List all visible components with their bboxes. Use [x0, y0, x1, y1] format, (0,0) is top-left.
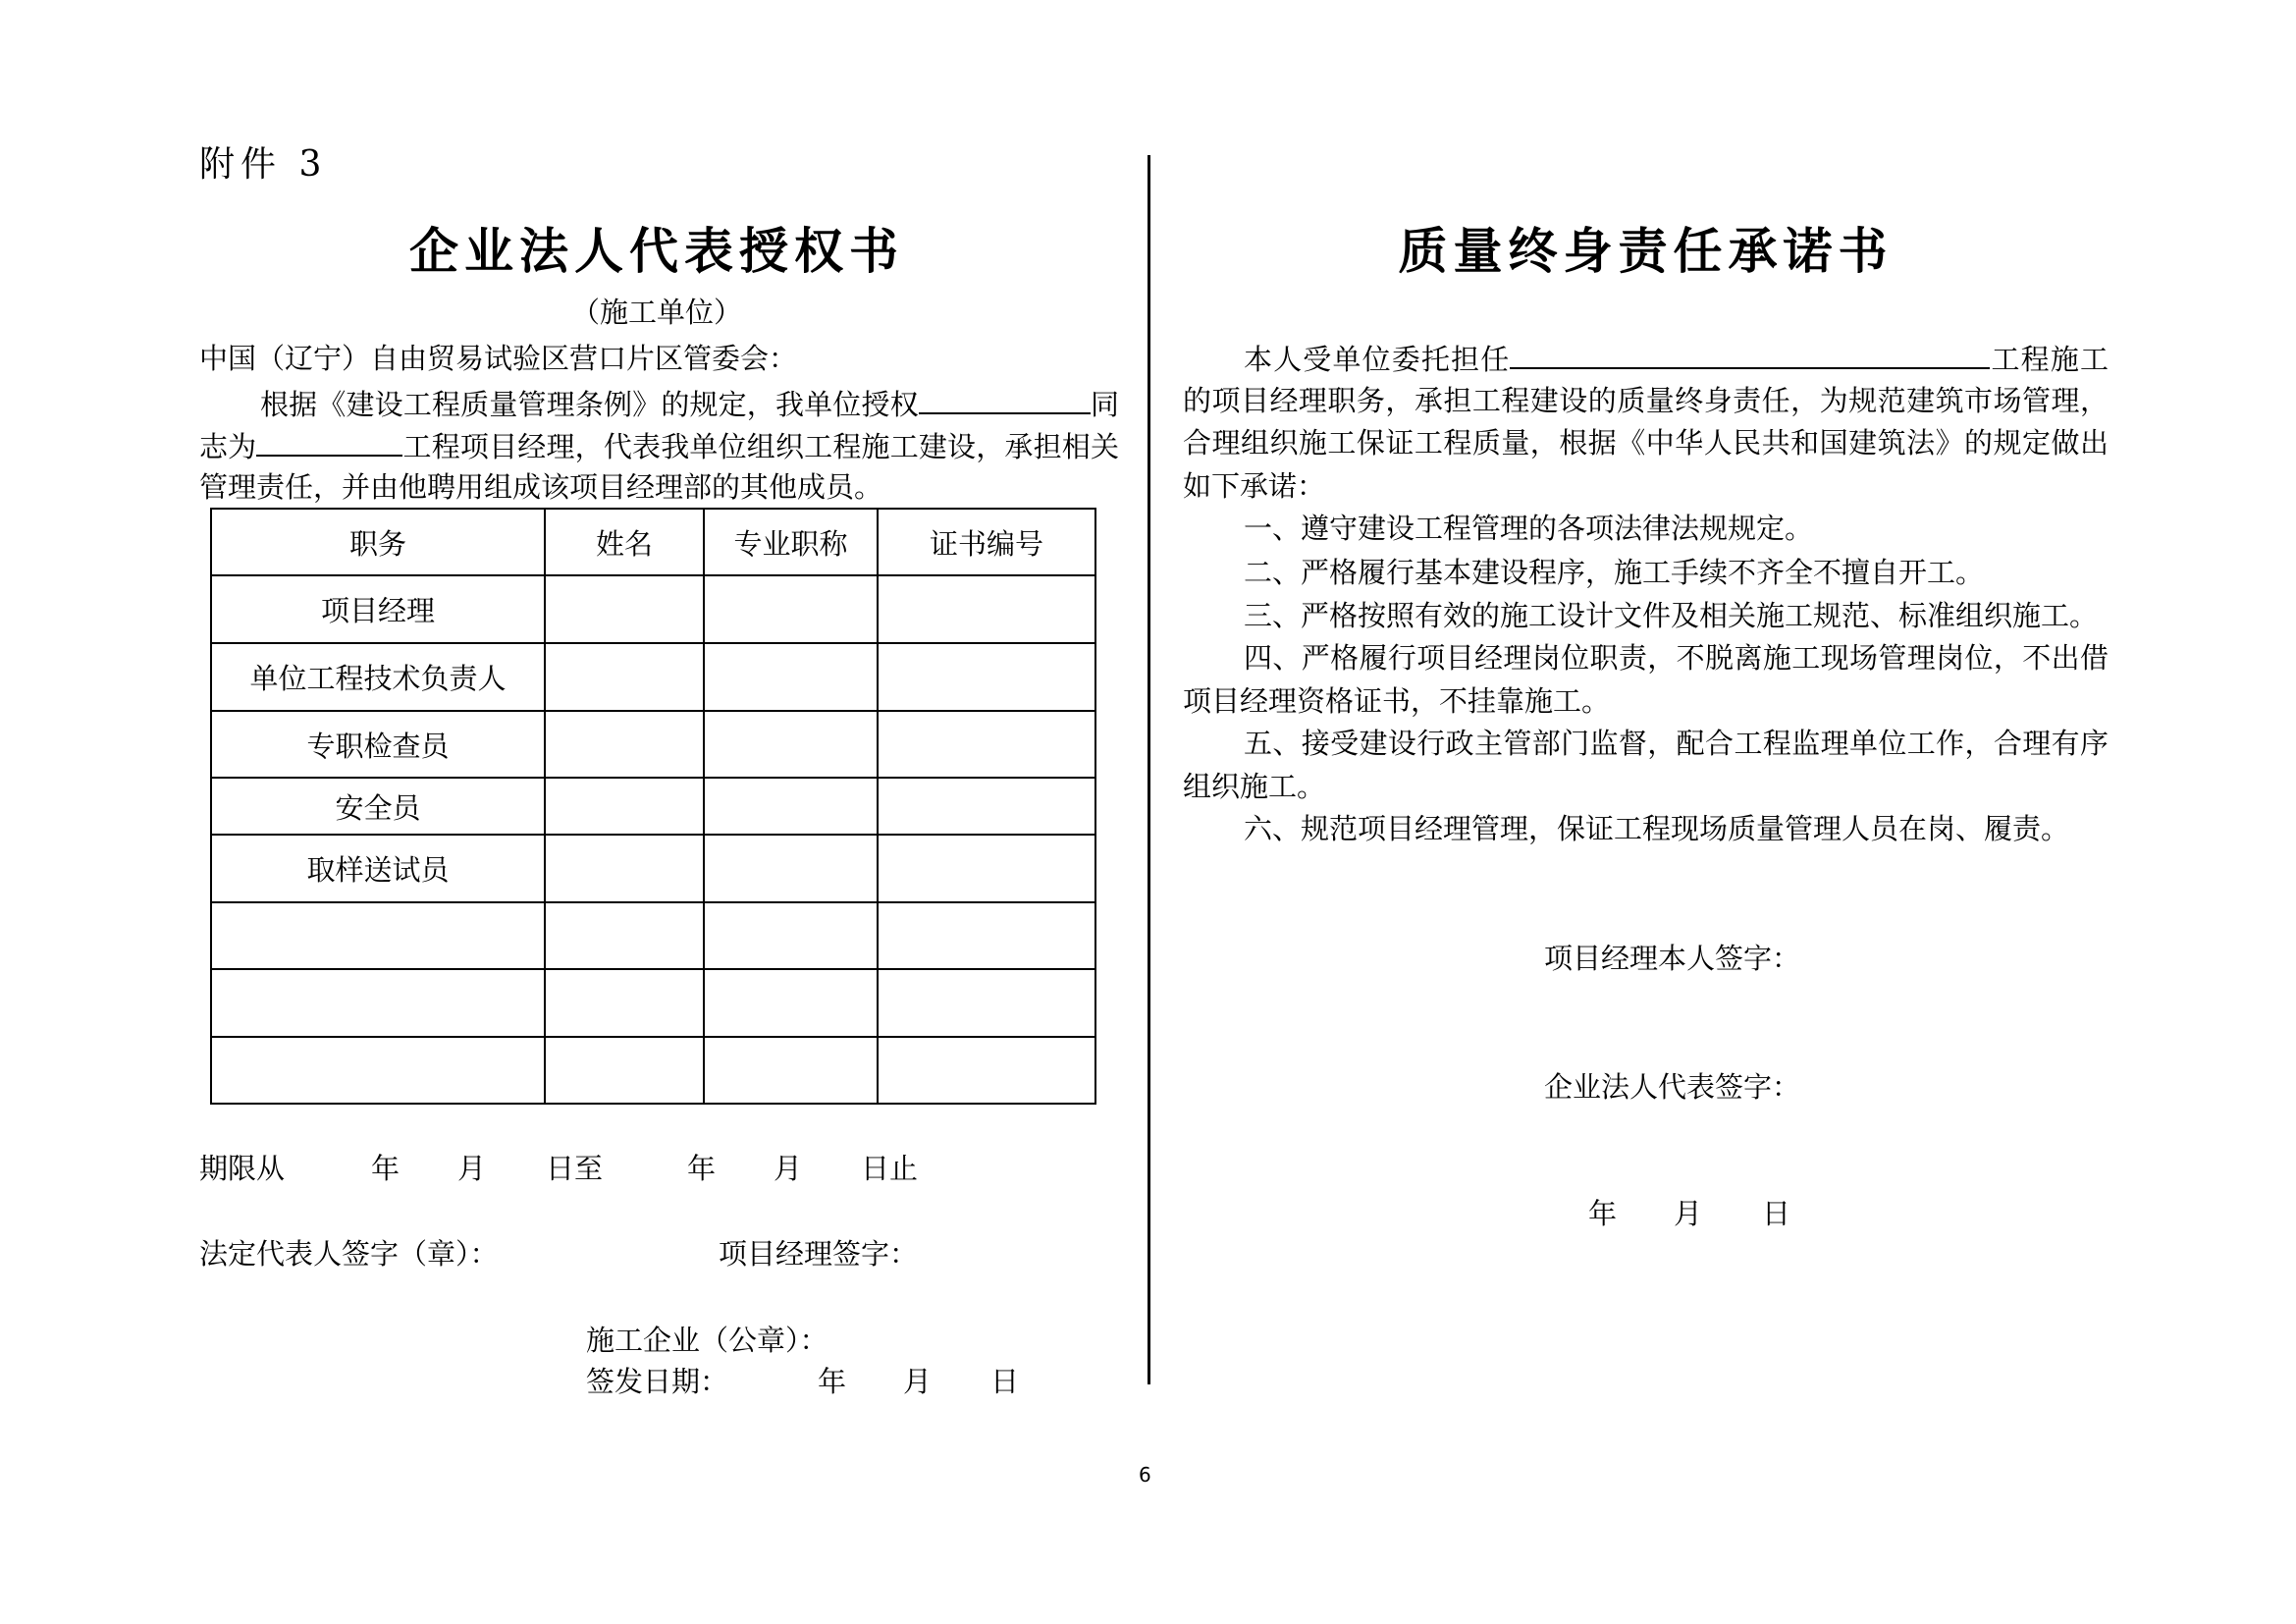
right-document-title: 质量终身责任承诺书 [1398, 222, 1894, 280]
commitment-line-3: 合理组织施工保证工程质量，根据《中华人民共和国建筑法》的规定做出 [1183, 426, 2109, 460]
commitment-line-4: 如下承诺： [1183, 469, 1326, 503]
header-name: 姓名 [545, 509, 704, 575]
commitment-item-4-line-1: 四、严格履行项目经理岗位职责，不脱离施工现场管理岗位，不出借 [1244, 641, 2109, 675]
cell-position: 项目经理 [211, 575, 545, 643]
table-row [211, 643, 1095, 711]
cell-certificate[interactable] [878, 902, 1095, 969]
cell-title[interactable] [704, 711, 878, 778]
cell-certificate[interactable] [878, 711, 1095, 778]
page-divider [1148, 155, 1150, 1384]
cell-title[interactable] [704, 778, 878, 835]
authorization-text-c: 志为 [199, 430, 257, 463]
legal-rep-signature-label-right: 企业法人代表签字： [1544, 1070, 1801, 1104]
commitment-line-1 [1183, 338, 2109, 377]
cell-name[interactable] [545, 969, 704, 1037]
legal-rep-signature-label: 法定代表人签字（章）： [199, 1237, 499, 1271]
cell-name[interactable] [545, 1037, 704, 1104]
cell-title[interactable] [704, 1037, 878, 1104]
pm-self-signature-label: 项目经理本人签字： [1544, 942, 1801, 975]
issue-date-label: 签发日期： [586, 1365, 729, 1398]
table-row [211, 575, 1095, 643]
issue-month-label: 月 [903, 1365, 933, 1398]
table-row [211, 835, 1095, 902]
pm-signature-label: 项目经理签字： [719, 1237, 919, 1271]
issue-year-label: 年 [818, 1365, 847, 1398]
authorization-text-b: 同 [1090, 388, 1119, 421]
cell-name[interactable] [545, 711, 704, 778]
cell-position[interactable] [211, 969, 545, 1037]
cell-title[interactable] [704, 835, 878, 902]
issue-day-label: 日 [990, 1365, 1020, 1398]
commitment-item-3: 三、严格按照有效的施工设计文件及相关施工规范、标准组织施工。 [1244, 599, 2099, 632]
left-document-subtitle: （施工单位） [570, 296, 742, 329]
cell-position[interactable] [211, 1037, 545, 1104]
period-start-year-label: 年 [371, 1152, 400, 1185]
project-name-blank[interactable] [1510, 338, 1990, 369]
table-row [211, 711, 1095, 778]
table-header-row [211, 509, 1095, 575]
cell-title[interactable] [704, 902, 878, 969]
cell-title[interactable] [704, 575, 878, 643]
left-document-title: 企业法人代表授权书 [409, 222, 904, 280]
cell-name[interactable] [545, 575, 704, 643]
cell-position: 取样送试员 [211, 835, 545, 902]
commitment-text-b: 工程施工 [1990, 343, 2109, 376]
period-start-month-label: 月 [457, 1152, 487, 1185]
cell-certificate[interactable] [878, 835, 1095, 902]
commitment-item-5-line-2: 组织施工。 [1183, 770, 1326, 803]
commitment-item-2: 二、严格履行基本建设程序，施工手续不齐全不擅自开工。 [1244, 556, 1985, 589]
period-end-month-label: 月 [774, 1152, 803, 1185]
addressee-line: 中国（辽宁）自由贸易试验区营口片区管委会： [199, 342, 798, 375]
staff-table [210, 508, 1096, 1105]
cell-name[interactable] [545, 835, 704, 902]
cell-name[interactable] [545, 643, 704, 711]
right-year-label: 年 [1588, 1197, 1618, 1230]
authorization-line-3: 管理责任，并由他聘用组成该项目经理部的其他成员。 [199, 470, 883, 504]
page-number: 6 [1139, 1463, 1151, 1487]
commitment-text-a: 本人受单位委托担任 [1244, 343, 1511, 376]
cell-certificate[interactable] [878, 969, 1095, 1037]
table-row [211, 778, 1095, 835]
header-position: 职务 [211, 509, 545, 575]
period-end-day-label: 日止 [861, 1152, 919, 1185]
right-day-label: 日 [1762, 1197, 1791, 1230]
authorized-person-blank[interactable] [919, 383, 1091, 414]
authorization-line-2 [199, 425, 1119, 464]
cell-position[interactable] [211, 902, 545, 969]
period-end-year-label: 年 [687, 1152, 717, 1185]
cell-position: 单位工程技术负责人 [211, 643, 545, 711]
cell-title[interactable] [704, 643, 878, 711]
table-row [211, 902, 1095, 969]
period-from-label: 期限从 [199, 1152, 286, 1185]
authorization-text-d: 工程项目经理，代表我单位组织工程施工建设，承担相关 [402, 430, 1119, 463]
attachment-label: 附件 3 [199, 144, 328, 185]
authorization-line-1 [199, 383, 1119, 422]
cell-certificate[interactable] [878, 643, 1095, 711]
authorization-text-a: 根据《建设工程质量管理条例》的规定，我单位授权 [260, 388, 919, 421]
header-title: 专业职称 [704, 509, 878, 575]
commitment-item-5-line-1: 五、接受建设行政主管部门监督，配合工程监理单位工作，合理有序 [1244, 727, 2109, 760]
commitment-item-6: 六、规范项目经理管理，保证工程现场质量管理人员在岗、履责。 [1244, 812, 2070, 845]
cell-position: 安全员 [211, 778, 545, 835]
table-row [211, 1037, 1095, 1104]
commitment-line-2: 的项目经理职务，承担工程建设的质量终身责任，为规范建筑市场管理， [1183, 384, 2109, 417]
cell-certificate[interactable] [878, 778, 1095, 835]
company-seal-label: 施工企业（公章）： [586, 1324, 828, 1357]
cell-certificate[interactable] [878, 1037, 1095, 1104]
cell-certificate[interactable] [878, 575, 1095, 643]
project-name-blank[interactable] [256, 425, 402, 457]
right-month-label: 月 [1674, 1197, 1703, 1230]
cell-name[interactable] [545, 902, 704, 969]
table-row [211, 969, 1095, 1037]
commitment-item-4-line-2: 项目经理资格证书，不挂靠施工。 [1183, 684, 1611, 718]
cell-name[interactable] [545, 778, 704, 835]
commitment-item-1: 一、遵守建设工程管理的各项法律法规规定。 [1244, 512, 1814, 545]
cell-position: 专职检查员 [211, 711, 545, 778]
period-start-day-label: 日至 [546, 1152, 604, 1185]
header-certificate: 证书编号 [878, 509, 1095, 575]
cell-title[interactable] [704, 969, 878, 1037]
